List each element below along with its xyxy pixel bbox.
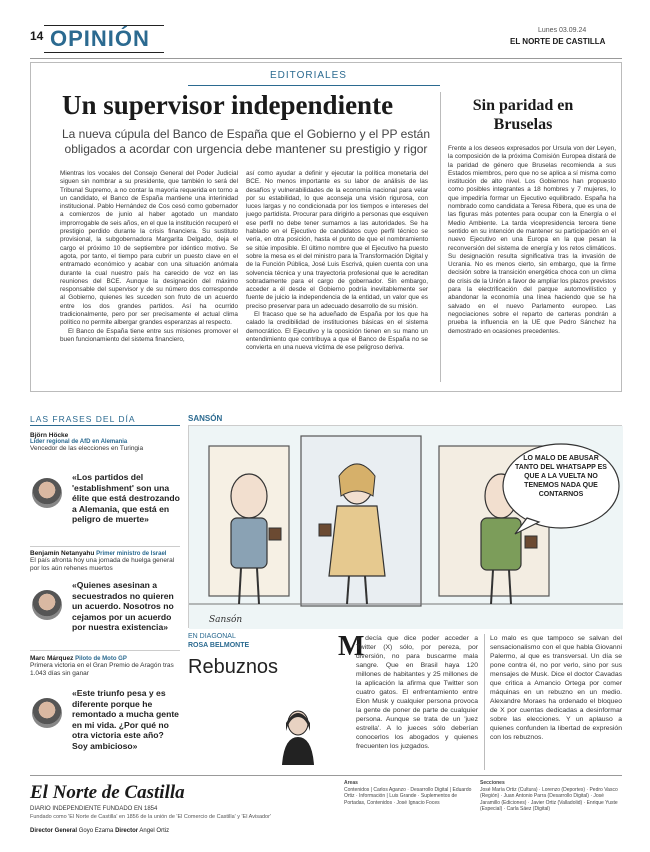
editorial-column-divider — [440, 92, 441, 382]
author-portrait-drawing — [278, 705, 318, 765]
editorial-column-1b-text: El Banco de España tiene entre sus misiones promover el buen funcionamiento del sistema financiero, — [60, 327, 238, 343]
quote-text: «Los partidos del 'establishment' son una élite que está destrozando a Alemania, que está en peligro de muerte» — [72, 472, 180, 524]
person-name — [30, 655, 180, 662]
side-editorial-text: Frente a los deseos expresados por Ursula von der Leyen, la composición de la próxima Comisión Europea distará de la paridad de género que Bruselas recomienda a sus Estados miembros, pero que no se aplica a sí misma como institución de alto nivel. Los Gobiernos han propuesto como posibles integrantes a 18 hombres y 7 mujeres, lo que impediría formar un Ejecutivo equilibrado. España ha nombrado como candidata a Teresa Ribera, que es una de las figuras más potentes para ocupar con la Energía o el Medio Ambiente. La tarda vicepresidencia tercera tiene sentido en su intención de mantener su participación en el nuevo Ejecutivo en una Europa en la que pesan la reconversión del sistema de energía y los retos climáticos. Su designación resulta significativa tras la invasión de Ucrania. No es menos cierto, sin embargo, que la firme decisión sobre la transición energética choca con un clima de crisis de la Unión a favor de ampliar los plazos previstos para la electrificación del parque automovilístico y abandonar la economía una línea haciendo que se ha salvado en el nuevo Parlamento europeo. Las negociaciones sobre el reparto de carteras pondrán a prueba la influencia en la UE que Pedro Sánchez ha demostrado en ocasiones precedentes. — [448, 145, 616, 335]
person-description: Primera victoria en el Gran Premio de Aragón tras 1.043 días sin ganar — [30, 662, 174, 677]
editorial-column-1 — [60, 170, 238, 380]
frase-divider — [30, 650, 180, 651]
person-description: El país afronta hoy una jornada de huelga general por los aún rehenes muertos — [30, 557, 175, 572]
quote-text: «Quienes asesinan a secuestrados no quieren un acuerdo. Nosotros no cejamos por un acuerdo por nuestra existencia» — [72, 580, 174, 632]
frase-item-marquez — [30, 655, 180, 678]
avatar — [32, 590, 62, 620]
author-portrait — [278, 705, 318, 765]
editorial-label: EDITORIALES — [270, 70, 347, 81]
column-text-1: e decía que dice poder acceder a Twitter (X) sólo, por pereza, por diversión, no para buscarme mala sangre. Que en Brasil haya 120 millones de habitantes y 25 millones de la aplicación la afirma que Twitter son cuatro gatos. El enfrentamiento entre Elon Musk y cualquier persona provoca la gente de poner de parte de cualquier persona. Aunque se trata de un 'juez estrella'. A lo jueces sólo deberían conocerlos los abogados y quienes frecuenten los juzgados. — [356, 635, 478, 750]
editorial-label-rule — [188, 85, 440, 86]
masthead-logo: El Norte de Castilla — [30, 782, 185, 803]
footer-areas — [344, 780, 474, 820]
person-role: Piloto de Moto GP — [75, 656, 127, 662]
editorial-column-2 — [246, 170, 428, 380]
quote-text: «Este triunfo pesa y es diferente porque he remontado a mucha gente en mi vida. ¿Por qué no otra victoria este año? Soy ambicioso» — [72, 688, 179, 751]
secciones-text: José María Ortiz (Cultura) · Lorenzo (Deportes) · Pedro Vasco (Región) · Juan Antonio Parra (Desarrollo Digital) · José Jaramillo (Ediciones) · Javier Ortiz (Valladolid) · Enrique Yuste (Especial) · Carla Sáez (Digital) — [480, 786, 618, 812]
editorial-headline: Un supervisor independiente — [62, 90, 394, 120]
person-name: Björn Höcke — [30, 432, 69, 439]
director-general-name: Goyo Ezama — [78, 828, 114, 834]
frases-rule — [30, 425, 180, 426]
cartoon-label: SANSÓN — [188, 414, 223, 423]
director-general-label: Director General — [30, 828, 78, 834]
paper-name: EL NORTE DE CASTILLA — [510, 37, 606, 46]
column-divider — [484, 634, 485, 770]
director-label: Director — [115, 828, 139, 834]
directors-line — [30, 828, 169, 834]
person-name-text: Marc Márquez — [30, 655, 74, 662]
column-text-2: Lo malo es que tampoco se salvan del sensacionalismo con el que habla Giovanni Palermo, al que es transversal. Un día se pone contra él, no por verlo, sino por sus mensajes de Musk. Dice el doctor Cavadas que critica a Amancio Ortega por comer máquinas en un rebuzno en un medio. Alexandre Moraes ha ordenado el bloqueo de X por cuentas dedicadas a desinformar sobre las elecciones. Y un aplauso a quienes confunden la libertad de expresión con los rebuznos. — [490, 635, 622, 741]
masthead-history: Fundado como 'El Norte de Castilla' en 1856 de la unión de 'El Comercio de Castilla' y 'El Avisador' — [30, 814, 271, 820]
areas-text: Contenidos | Carlos Aganzo · Desarrollo Digital | Eduardo Ortiz · Información | Luis Grande · Suplementos de Portadas, Contenidos · José Ignacio Foces — [344, 786, 472, 806]
editorial-column-2-text: así como ayudar a definir y ejecutar la política monetaria del BCE. No menos importante es su labor de análisis de las desafíos y vulnerabilidades de la economía nacional para velar por su estabilidad, lo que aconseja una visión rigurosa, con luces largas y no condicionada por los tiempos e intereses del juego partidista. Procurar para dirigirlo a personas que esquiven ese perfil no debe tener sumarnos a las autoridades. Se ha hablado en el Ejecutivo de candidatos cuyo perfil técnico se vería, en otra posición, hasta el punto de que el nombramiento se sitúe imposible. El último nombre que el Ejecutivo ha puesto sobre la mesa es el del ministro para la Transformación Digital y de la Función Pública, José Luis Escrivá, quien cuenta con una solvencia técnica y una trayectoria profesional que le acreditan sobradamente para el cargo de gobernador. Sin embargo, acceder a él desde el Gobierno podría inevitablemente ser fuente de juicio la independencia de la entidad, un valor que es preciso preservar para un adecuado desarrollo de su misión. — [246, 170, 428, 310]
frase-divider — [30, 546, 180, 547]
frases-label: LAS FRASES DEL DÍA — [30, 414, 136, 424]
side-editorial-headline: Sin paridad en Bruselas — [472, 97, 574, 133]
cartoon-speech: LO MALO DE ABUSAR TANTO DEL WHATSAPP ES QUE A LA VUELTA NO TENEMOS NADA QUE CONTARNOS — [515, 455, 607, 498]
areas-label: Áreas — [344, 780, 358, 786]
person-description: Vencedor de las elecciones en Turingia — [30, 445, 144, 452]
avatar — [32, 478, 62, 508]
avatar — [32, 698, 62, 728]
section-title: OPINIÓN — [50, 26, 150, 51]
footer-secciones — [480, 780, 622, 820]
cartoon-signature: Sansón — [209, 615, 243, 625]
page-number: 14 — [30, 29, 44, 43]
column-title: Rebuznos — [188, 656, 279, 678]
column-author: ROSA BELMONTE — [188, 642, 250, 649]
masthead-subtitle: DIARIO INDEPENDIENTE FUNDADO EN 1854 — [30, 806, 158, 812]
person-role: Primer ministro de Israel — [96, 551, 167, 557]
editorial-column-2b-text: El fracaso que se ha adueñado de España por los que ha calado la credibilidad de instituciones básicas en el sistema democrático. El Ejecutivo y la oposición tienen en su mano un entendimiento que contribuya a que el Banco de España no se convierta en una nueva víctima de ese peligroso deriva. — [246, 311, 428, 352]
column-label: EN DIAGONAL — [188, 633, 236, 640]
editorial-column-1-text: Mientras los vocales del Consejo General del Poder Judicial siguen sin nombrar a su presidente, que también lo será del Tribunal Supremo, a no contar la mayoría requerida en torno a un candidato, el Banco de España mantiene una interinidad institucional. Pablo Hernández de Cos cesó como gobernador a comienzos de junio al haber agotado un mandato improrrogable de seis años, en el que la institución recuperó el prestigio perdido durante la crisis financiera. Su sustituto provisional, la subgobernadora Margarita Delgado, deja el cargo el próximo 10 de septiembre por idéntico motivo. Se agota, por tanto, el tiempo para cubrir un puesto clave en el entramado económico y acabar con una situación anómala durante la cual nuestro país ha carecido de voz en las reuniones del BCE. Aunque la designación del máximo responsable del supervisor y de su número dos corresponde al Gobierno, quienes les suceden son fruto de un acuerdo entre los dos grandes partidos. Así ha ocurrido tradicionalmente, pero por ser precisamente el actual clima político no permite albergar grandes esperanzas al respecto. — [60, 170, 238, 327]
secciones-label: Secciones — [480, 780, 505, 786]
footer-divider — [30, 775, 622, 776]
frase-item-hocke — [30, 432, 180, 453]
frase-item-netanyahu — [30, 550, 180, 573]
issue-date: Lunes 03.09.24 — [538, 27, 587, 34]
person-name-text: Benjamín Netanyahu — [30, 550, 95, 557]
editorial-subtitle: La nueva cúpula del Banco de España que el Gobierno y el PP están obligados a acordar con urgencia debe mantener su prestigio y rigor — [61, 127, 431, 156]
column-dropcap: M — [338, 631, 365, 662]
person-name — [30, 550, 180, 557]
person-role: Líder regional de AfD en Alemania — [30, 439, 128, 445]
header-divider — [30, 58, 622, 59]
cartoon-illustration — [188, 425, 622, 628]
director-name: Angel Ortiz — [139, 828, 170, 834]
